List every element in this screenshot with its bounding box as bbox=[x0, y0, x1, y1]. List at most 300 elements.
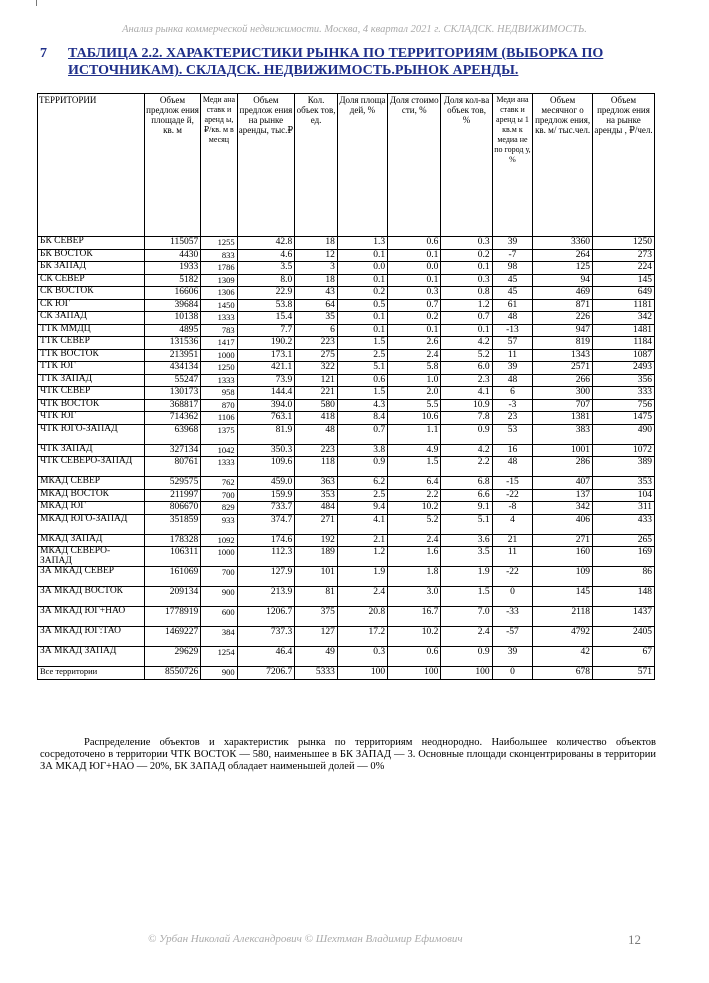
value-cell: 1106 bbox=[201, 412, 237, 425]
territory-cell: СК ЗАПАД bbox=[38, 312, 145, 325]
territory-cell: ЧТК ВОСТОК bbox=[38, 399, 145, 412]
value-cell: 10138 bbox=[144, 312, 201, 325]
table-row bbox=[38, 502, 655, 515]
value-cell: 10.9 bbox=[441, 399, 492, 412]
value-cell: 2.2 bbox=[388, 489, 441, 502]
table-row bbox=[38, 424, 655, 444]
value-cell: 118 bbox=[295, 457, 338, 477]
value-cell: 342 bbox=[533, 502, 593, 515]
value-cell: 900 bbox=[201, 667, 237, 680]
col-header: Объем предлож ения на рынке аренды, тыс.₽ bbox=[237, 94, 295, 237]
value-cell: 871 bbox=[533, 299, 593, 312]
col-header: Объем предлож ения площаде й, кв. м bbox=[144, 94, 201, 237]
territory-cell: ТТК ММДЦ bbox=[38, 324, 145, 337]
value-cell: 311 bbox=[592, 502, 654, 515]
value-cell: 104 bbox=[592, 489, 654, 502]
value-cell: 48 bbox=[492, 374, 533, 387]
value-cell: 39 bbox=[492, 362, 533, 375]
territory-cell: БК ВОСТОК bbox=[38, 249, 145, 262]
value-cell: 161069 bbox=[144, 567, 201, 587]
value-cell: 11 bbox=[492, 547, 533, 567]
value-cell: 39684 bbox=[144, 299, 201, 312]
territory-cell: СК ВОСТОК bbox=[38, 287, 145, 300]
value-cell: 434134 bbox=[144, 362, 201, 375]
value-cell: 12 bbox=[295, 249, 338, 262]
value-cell: 3 bbox=[295, 262, 338, 275]
value-cell: 5.2 bbox=[441, 349, 492, 362]
value-cell: 383 bbox=[533, 424, 593, 444]
value-cell: 1.9 bbox=[441, 567, 492, 587]
territory-cell: ЧТК ЮГ bbox=[38, 412, 145, 425]
value-cell: 2.4 bbox=[337, 587, 387, 607]
value-cell: 271 bbox=[295, 514, 338, 534]
value-cell: 459.0 bbox=[237, 477, 295, 490]
value-cell: 356 bbox=[592, 374, 654, 387]
value-cell: 48 bbox=[295, 424, 338, 444]
value-cell: 1417 bbox=[201, 337, 237, 350]
value-cell: 490 bbox=[592, 424, 654, 444]
value-cell: 9.1 bbox=[441, 502, 492, 515]
value-cell: 137 bbox=[533, 489, 593, 502]
value-cell: 9.4 bbox=[337, 502, 387, 515]
value-cell: 1469227 bbox=[144, 627, 201, 647]
value-cell: 106311 bbox=[144, 547, 201, 567]
value-cell: 18 bbox=[295, 237, 338, 250]
value-cell: 300 bbox=[533, 387, 593, 400]
value-cell: 39 bbox=[492, 237, 533, 250]
value-cell: 353 bbox=[295, 489, 338, 502]
value-cell: 6.2 bbox=[337, 477, 387, 490]
value-cell: 707 bbox=[533, 399, 593, 412]
value-cell: 148 bbox=[592, 587, 654, 607]
value-cell: 81.9 bbox=[237, 424, 295, 444]
value-cell: 1481 bbox=[592, 324, 654, 337]
value-cell: 4.9 bbox=[388, 444, 441, 457]
value-cell: -57 bbox=[492, 627, 533, 647]
value-cell: 115057 bbox=[144, 237, 201, 250]
value-cell: 806670 bbox=[144, 502, 201, 515]
value-cell: 211997 bbox=[144, 489, 201, 502]
copyright-footer: © Урбан Николай Александрович © Шехтман Владимир Ефимович bbox=[148, 933, 463, 945]
value-cell: 900 bbox=[201, 587, 237, 607]
value-cell: 20.8 bbox=[337, 607, 387, 627]
value-cell: 286 bbox=[533, 457, 593, 477]
territory-cell: БК СЕВЕР bbox=[38, 237, 145, 250]
value-cell: 0.0 bbox=[337, 262, 387, 275]
value-cell: 100 bbox=[388, 667, 441, 680]
col-header: Объем месячног о предлож ения, кв. м/ тыс.чел. bbox=[533, 94, 593, 237]
value-cell: 322 bbox=[295, 362, 338, 375]
value-cell: 81 bbox=[295, 587, 338, 607]
value-cell: 22.9 bbox=[237, 287, 295, 300]
value-cell: -15 bbox=[492, 477, 533, 490]
value-cell: 1000 bbox=[201, 349, 237, 362]
value-cell: 1254 bbox=[201, 647, 237, 667]
value-cell: 112.3 bbox=[237, 547, 295, 567]
value-cell: 783 bbox=[201, 324, 237, 337]
col-header: Доля площа дей, % bbox=[337, 94, 387, 237]
value-cell: 5.2 bbox=[388, 514, 441, 534]
value-cell: 5.1 bbox=[337, 362, 387, 375]
value-cell: 0.1 bbox=[337, 249, 387, 262]
value-cell: 350.3 bbox=[237, 444, 295, 457]
value-cell: 1.9 bbox=[337, 567, 387, 587]
value-cell: 0.7 bbox=[388, 299, 441, 312]
territory-cell: ТТК ЮГ bbox=[38, 362, 145, 375]
value-cell: 0.7 bbox=[337, 424, 387, 444]
value-cell: 131536 bbox=[144, 337, 201, 350]
territory-cell: ЗА МКАД ВОСТОК bbox=[38, 587, 145, 607]
value-cell: 1.6 bbox=[388, 547, 441, 567]
value-cell: 2.2 bbox=[441, 457, 492, 477]
value-cell: 0 bbox=[492, 587, 533, 607]
value-cell: 35 bbox=[295, 312, 338, 325]
territory-cell: МКАД ЗАПАД bbox=[38, 534, 145, 547]
value-cell: 23 bbox=[492, 412, 533, 425]
territory-cell: МКАД ВОСТОК bbox=[38, 489, 145, 502]
value-cell: 1250 bbox=[592, 237, 654, 250]
value-cell: 353 bbox=[592, 477, 654, 490]
value-cell: 98 bbox=[492, 262, 533, 275]
value-cell: 213.9 bbox=[237, 587, 295, 607]
table-header-row bbox=[38, 94, 655, 237]
value-cell: 1475 bbox=[592, 412, 654, 425]
value-cell: 469 bbox=[533, 287, 593, 300]
value-cell: 418 bbox=[295, 412, 338, 425]
value-cell: 0.2 bbox=[388, 312, 441, 325]
value-cell: 160 bbox=[533, 547, 593, 567]
value-cell: 223 bbox=[295, 337, 338, 350]
value-cell: 6.6 bbox=[441, 489, 492, 502]
value-cell: 0.1 bbox=[441, 324, 492, 337]
value-cell: 368817 bbox=[144, 399, 201, 412]
value-cell: 829 bbox=[201, 502, 237, 515]
value-cell: 571 bbox=[592, 667, 654, 680]
value-cell: 933 bbox=[201, 514, 237, 534]
value-cell: 213951 bbox=[144, 349, 201, 362]
table-row bbox=[38, 299, 655, 312]
value-cell: 958 bbox=[201, 387, 237, 400]
table-row bbox=[38, 249, 655, 262]
value-cell: 0.6 bbox=[388, 647, 441, 667]
value-cell: 3.0 bbox=[388, 587, 441, 607]
value-cell: -13 bbox=[492, 324, 533, 337]
value-cell: 16.7 bbox=[388, 607, 441, 627]
value-cell: 2.6 bbox=[388, 337, 441, 350]
table-row bbox=[38, 444, 655, 457]
table-row bbox=[38, 567, 655, 587]
table-row bbox=[38, 667, 655, 680]
table-row bbox=[38, 374, 655, 387]
value-cell: 100 bbox=[441, 667, 492, 680]
value-cell: 421.1 bbox=[237, 362, 295, 375]
value-cell: 15.4 bbox=[237, 312, 295, 325]
value-cell: 1.5 bbox=[388, 457, 441, 477]
table-row bbox=[38, 587, 655, 607]
table-row bbox=[38, 607, 655, 627]
value-cell: 48 bbox=[492, 312, 533, 325]
territory-cell: ЧТК ЗАПАД bbox=[38, 444, 145, 457]
value-cell: 100 bbox=[337, 667, 387, 680]
value-cell: 192 bbox=[295, 534, 338, 547]
value-cell: 226 bbox=[533, 312, 593, 325]
value-cell: 0.2 bbox=[337, 287, 387, 300]
table-row bbox=[38, 547, 655, 567]
value-cell: 127.9 bbox=[237, 567, 295, 587]
value-cell: 145 bbox=[533, 587, 593, 607]
value-cell: 0.1 bbox=[441, 262, 492, 275]
value-cell: 4792 bbox=[533, 627, 593, 647]
value-cell: 16606 bbox=[144, 287, 201, 300]
value-cell: 1778919 bbox=[144, 607, 201, 627]
value-cell: 351859 bbox=[144, 514, 201, 534]
value-cell: 580 bbox=[295, 399, 338, 412]
value-cell: 4.6 bbox=[237, 249, 295, 262]
value-cell: 8.0 bbox=[237, 274, 295, 287]
value-cell: 1306 bbox=[201, 287, 237, 300]
value-cell: 7206.7 bbox=[237, 667, 295, 680]
territory-cell: МКАД ЮГО-ЗАПАД bbox=[38, 514, 145, 534]
value-cell: 0.8 bbox=[441, 287, 492, 300]
value-cell: 21 bbox=[492, 534, 533, 547]
value-cell: 10.2 bbox=[388, 627, 441, 647]
value-cell: 130173 bbox=[144, 387, 201, 400]
table-row bbox=[38, 274, 655, 287]
value-cell: 159.9 bbox=[237, 489, 295, 502]
value-cell: 0.6 bbox=[337, 374, 387, 387]
value-cell: 264 bbox=[533, 249, 593, 262]
value-cell: 6 bbox=[492, 387, 533, 400]
value-cell: 7.7 bbox=[237, 324, 295, 337]
value-cell: 145 bbox=[592, 274, 654, 287]
value-cell: 714362 bbox=[144, 412, 201, 425]
value-cell: 10.2 bbox=[388, 502, 441, 515]
value-cell: 169 bbox=[592, 547, 654, 567]
value-cell: 1.5 bbox=[337, 387, 387, 400]
value-cell: 16 bbox=[492, 444, 533, 457]
value-cell: 190.2 bbox=[237, 337, 295, 350]
value-cell: 5.8 bbox=[388, 362, 441, 375]
value-cell: 6.0 bbox=[441, 362, 492, 375]
value-cell: 374.7 bbox=[237, 514, 295, 534]
value-cell: 737.3 bbox=[237, 627, 295, 647]
value-cell: 1042 bbox=[201, 444, 237, 457]
value-cell: 1.2 bbox=[441, 299, 492, 312]
territory-cell: МКАД СЕВЕРО-ЗАПАД bbox=[38, 547, 145, 567]
value-cell: 733.7 bbox=[237, 502, 295, 515]
value-cell: 0.3 bbox=[337, 647, 387, 667]
value-cell: 42.8 bbox=[237, 237, 295, 250]
value-cell: 109.6 bbox=[237, 457, 295, 477]
table-title: ТАБЛИЦА 2.2. ХАРАКТЕРИСТИКИ РЫНКА ПО ТЕРРИТОРИЯМ (ВЫБОРКА ПО ИСТОЧНИКАМ). СКЛАДСК. НЕДВИЖИМОСТЬ.РЫНОК АРЕНДЫ. bbox=[68, 46, 604, 78]
value-cell: 7.8 bbox=[441, 412, 492, 425]
col-header: Меди ана ставк и аренд ы 1 кв.м к медиа не по город у, % bbox=[492, 94, 533, 237]
table-row bbox=[38, 262, 655, 275]
value-cell: 8.4 bbox=[337, 412, 387, 425]
territory-cell: Все территории bbox=[38, 667, 145, 680]
col-header: Кол. объек тов, ед. bbox=[295, 94, 338, 237]
table-row bbox=[38, 477, 655, 490]
value-cell: 1087 bbox=[592, 349, 654, 362]
territory-cell: ТТК СЕВЕР bbox=[38, 337, 145, 350]
value-cell: 57 bbox=[492, 337, 533, 350]
value-cell: 0.3 bbox=[441, 237, 492, 250]
value-cell: 1255 bbox=[201, 237, 237, 250]
summary-paragraph: Распределение объектов и характеристик рынка по территориям неоднородно. Наибольшее количество объектов сосредоточено в территории ЧТК ВОСТОК — 580, наименьшее в БК ЗАПАД — 3. Основные площади сконцентрированы в территории ЗА МКАД ЮГ+НАО — 20%, БК ЗАПАД обладает наименьшей долей — 0% bbox=[40, 737, 656, 772]
col-header: Меди ана ставк и аренд ы, ₽/кв. м в месяц bbox=[201, 94, 237, 237]
value-cell: 1450 bbox=[201, 299, 237, 312]
value-cell: 4.1 bbox=[337, 514, 387, 534]
value-cell: 1381 bbox=[533, 412, 593, 425]
table-row bbox=[38, 412, 655, 425]
value-cell: 1.5 bbox=[337, 337, 387, 350]
value-cell: 2.4 bbox=[388, 534, 441, 547]
value-cell: 407 bbox=[533, 477, 593, 490]
value-cell: 1933 bbox=[144, 262, 201, 275]
col-header: Доля стоимо сти, % bbox=[388, 94, 441, 237]
value-cell: 55247 bbox=[144, 374, 201, 387]
value-cell: 61 bbox=[492, 299, 533, 312]
value-cell: 0.9 bbox=[441, 647, 492, 667]
value-cell: 53 bbox=[492, 424, 533, 444]
value-cell: 0.1 bbox=[337, 312, 387, 325]
table-row bbox=[38, 387, 655, 400]
value-cell: 2571 bbox=[533, 362, 593, 375]
value-cell: 178328 bbox=[144, 534, 201, 547]
value-cell: 209134 bbox=[144, 587, 201, 607]
value-cell: -8 bbox=[492, 502, 533, 515]
value-cell: 375 bbox=[295, 607, 338, 627]
value-cell: 64 bbox=[295, 299, 338, 312]
value-cell: 46.4 bbox=[237, 647, 295, 667]
value-cell: 6.8 bbox=[441, 477, 492, 490]
value-cell: 18 bbox=[295, 274, 338, 287]
value-cell: 406 bbox=[533, 514, 593, 534]
value-cell: 327134 bbox=[144, 444, 201, 457]
value-cell: 1184 bbox=[592, 337, 654, 350]
value-cell: 2405 bbox=[592, 627, 654, 647]
value-cell: 6 bbox=[295, 324, 338, 337]
value-cell: 678 bbox=[533, 667, 593, 680]
value-cell: 1786 bbox=[201, 262, 237, 275]
value-cell: 4.1 bbox=[441, 387, 492, 400]
table-row bbox=[38, 514, 655, 534]
value-cell: 17.2 bbox=[337, 627, 387, 647]
value-cell: 2.5 bbox=[337, 489, 387, 502]
value-cell: 1206.7 bbox=[237, 607, 295, 627]
table-row bbox=[38, 324, 655, 337]
value-cell: 0.1 bbox=[388, 249, 441, 262]
value-cell: 2.0 bbox=[388, 387, 441, 400]
value-cell: 1333 bbox=[201, 457, 237, 477]
value-cell: 0.3 bbox=[388, 287, 441, 300]
value-cell: 1333 bbox=[201, 312, 237, 325]
value-cell: 833 bbox=[201, 249, 237, 262]
table-row bbox=[38, 627, 655, 647]
col-header: Объем предлож ения на рынке аренды , ₽/чел. bbox=[592, 94, 654, 237]
value-cell: 870 bbox=[201, 399, 237, 412]
market-table bbox=[37, 93, 655, 680]
territory-cell: СК СЕВЕР bbox=[38, 274, 145, 287]
table-row bbox=[38, 349, 655, 362]
table-row bbox=[38, 312, 655, 325]
value-cell: 5.5 bbox=[388, 399, 441, 412]
value-cell: 73.9 bbox=[237, 374, 295, 387]
table-row bbox=[38, 489, 655, 502]
value-cell: -7 bbox=[492, 249, 533, 262]
value-cell: 223 bbox=[295, 444, 338, 457]
territory-cell: ЧТК СЕВЕР bbox=[38, 387, 145, 400]
col-header: ТЕРРИТОРИИ bbox=[38, 94, 145, 237]
value-cell: 0 bbox=[492, 667, 533, 680]
territory-cell: БК ЗАПАД bbox=[38, 262, 145, 275]
value-cell: 48 bbox=[492, 457, 533, 477]
value-cell: 2.1 bbox=[337, 534, 387, 547]
value-cell: 1.0 bbox=[388, 374, 441, 387]
territory-cell: ЗА МКАД ЮГ+НАО bbox=[38, 607, 145, 627]
value-cell: 221 bbox=[295, 387, 338, 400]
value-cell: 819 bbox=[533, 337, 593, 350]
territory-cell: СК ЮГ bbox=[38, 299, 145, 312]
value-cell: 1437 bbox=[592, 607, 654, 627]
table-row bbox=[38, 237, 655, 250]
value-cell: 1001 bbox=[533, 444, 593, 457]
value-cell: 3.5 bbox=[237, 262, 295, 275]
value-cell: 3.8 bbox=[337, 444, 387, 457]
value-cell: 342 bbox=[592, 312, 654, 325]
value-cell: 0.0 bbox=[388, 262, 441, 275]
value-cell: 1375 bbox=[201, 424, 237, 444]
value-cell: 1072 bbox=[592, 444, 654, 457]
territory-cell: ТТК ЗАПАД bbox=[38, 374, 145, 387]
value-cell: 1092 bbox=[201, 534, 237, 547]
value-cell: 1.1 bbox=[388, 424, 441, 444]
value-cell: 1.8 bbox=[388, 567, 441, 587]
value-cell: 1343 bbox=[533, 349, 593, 362]
running-header: Анализ рынка коммерческой недвижимости. Москва, 4 квартал 2021 г. СКЛАДСК. НЕДВИЖИМОСТЬ. bbox=[122, 24, 587, 35]
value-cell: 1181 bbox=[592, 299, 654, 312]
value-cell: 363 bbox=[295, 477, 338, 490]
value-cell: 5333 bbox=[295, 667, 338, 680]
col-header: Доля кол-ва объек тов, % bbox=[441, 94, 492, 237]
value-cell: 189 bbox=[295, 547, 338, 567]
value-cell: 53.8 bbox=[237, 299, 295, 312]
value-cell: 1.2 bbox=[337, 547, 387, 567]
value-cell: 265 bbox=[592, 534, 654, 547]
territory-cell: МКАД ЮГ bbox=[38, 502, 145, 515]
value-cell: 0.6 bbox=[388, 237, 441, 250]
value-cell: 45 bbox=[492, 274, 533, 287]
value-cell: 5.1 bbox=[441, 514, 492, 534]
value-cell: 86 bbox=[592, 567, 654, 587]
value-cell: 0.1 bbox=[337, 324, 387, 337]
table-row bbox=[38, 457, 655, 477]
value-cell: 273 bbox=[592, 249, 654, 262]
value-cell: 2.3 bbox=[441, 374, 492, 387]
value-cell: 2.4 bbox=[388, 349, 441, 362]
value-cell: 394.0 bbox=[237, 399, 295, 412]
value-cell: 7.0 bbox=[441, 607, 492, 627]
value-cell: -3 bbox=[492, 399, 533, 412]
value-cell: 11 bbox=[492, 349, 533, 362]
value-cell: 109 bbox=[533, 567, 593, 587]
territory-cell: ЗА МКАД ЮГ:ТАО bbox=[38, 627, 145, 647]
value-cell: 266 bbox=[533, 374, 593, 387]
territory-cell: ЗА МКАД ЗАПАД bbox=[38, 647, 145, 667]
value-cell: 121 bbox=[295, 374, 338, 387]
table-row bbox=[38, 362, 655, 375]
value-cell: 0.5 bbox=[337, 299, 387, 312]
